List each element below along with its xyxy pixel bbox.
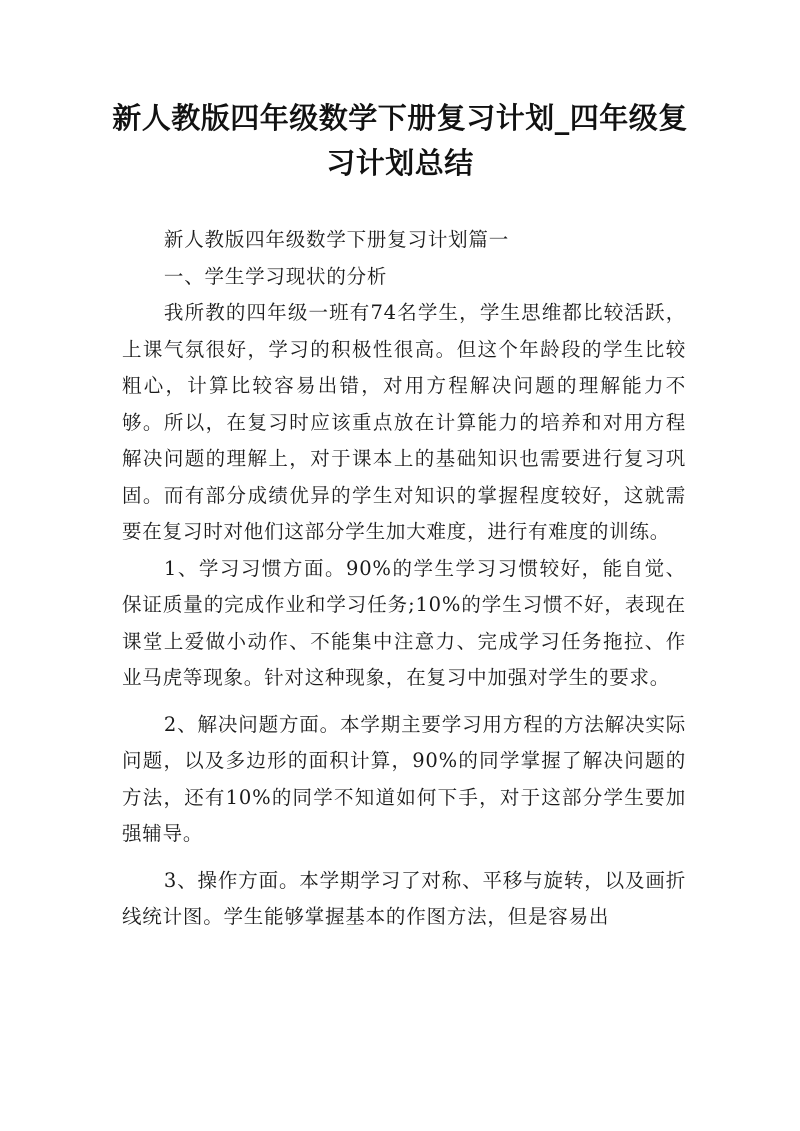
section-heading: 新人教版四年级数学下册复习计划篇一 (163, 228, 510, 251)
document-body (122, 222, 686, 936)
paragraph-operation: 3、操作方面。本学期学习了对称、平移与旋转，以及画折线统计图。学生能够掌握基本的作图方法，但是容易出 (122, 868, 686, 928)
paragraph-analysis: 我所教的四年级一班有74名学生，学生思维都比较活跃，上课气氛很好，学习的积极性很高。但这个年龄段的学生比较粗心，计算比较容易出错，对用方程解决问题的理解能力不够。所以，在复习时应该重点放在计算能力的培养和对用方程解决问题的理解上，对于课本上的基础知识也需要进行复习巩固。而有部分成绩优异的学生对知识的掌握程度较好，这就需要在复习时对他们这部分学生加大难度，进行有难度的训练。 (122, 301, 686, 543)
document-title: 新人教版四年级数学下册复习计划_四年级复习计划总结 (112, 101, 688, 180)
subsection-heading: 一、学生学习现状的分析 (163, 264, 388, 288)
paragraph-problem-solving: 2、解决问题方面。本学期主要学习用方程的方法解决实际问题，以及多边形的面积计算，90%的同学掌握了解决问题的方法，还有10%的同学不知道如何下手，对于这部分学生要加强辅导。 (122, 712, 686, 845)
paragraph-study-habits: 1、学习习惯方面。90%的学生学习习惯较好，能自觉、保证质量的完成作业和学习任务;10%的学生习惯不好，表现在课堂上爱做小动作、不能集中注意力、完成学习任务拖拉、作业马虎等现象。针对这种现象，在复习中加强对学生的要求。 (122, 556, 686, 689)
